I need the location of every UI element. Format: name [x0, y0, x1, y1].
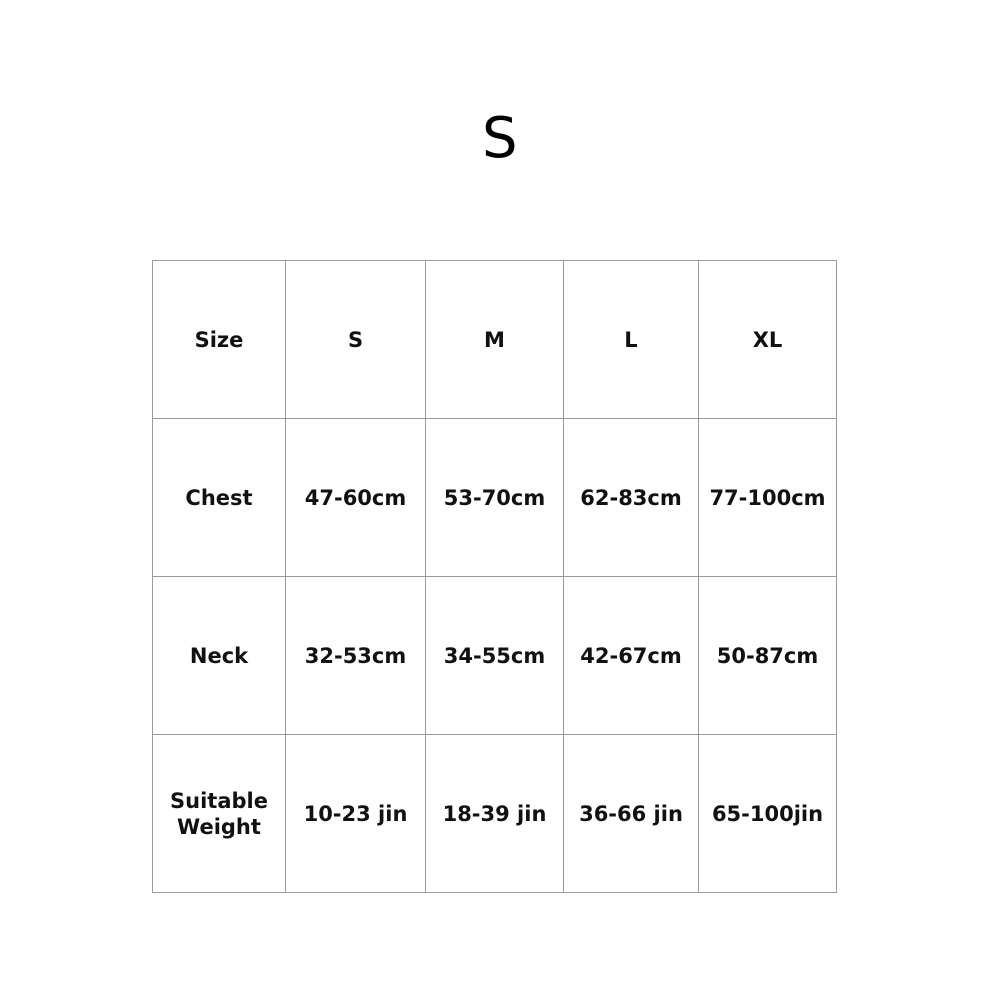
cell-neck-m: 34-55cm [426, 577, 564, 735]
column-header-xl: XL [699, 261, 837, 419]
cell-chest-s: 47-60cm [286, 419, 426, 577]
column-header-m: M [426, 261, 564, 419]
column-header-s: S [286, 261, 426, 419]
column-header-l: L [564, 261, 699, 419]
row-header-line-1: Suitable [170, 788, 268, 813]
row-header-suitable-weight [153, 735, 286, 893]
cell-weight-s: 10-23 jin [286, 735, 426, 893]
table-header-row [153, 261, 837, 419]
cell-weight-l: 36-66 jin [564, 735, 699, 893]
cell-neck-s: 32-53cm [286, 577, 426, 735]
cell-weight-xl: 65-100jin [699, 735, 837, 893]
table-row [153, 577, 837, 735]
size-chart-container [152, 260, 836, 892]
row-header-chest: Chest [153, 419, 286, 577]
row-header-line-2: Weight [177, 814, 261, 839]
page-title: S [481, 106, 519, 171]
cell-chest-l: 62-83cm [564, 419, 699, 577]
cell-chest-m: 53-70cm [426, 419, 564, 577]
row-header-neck: Neck [153, 577, 286, 735]
table-row [153, 735, 837, 893]
cell-neck-l: 42-67cm [564, 577, 699, 735]
size-chart-table [152, 260, 837, 893]
column-header-size: Size [153, 261, 286, 419]
table-row [153, 419, 837, 577]
cell-neck-xl: 50-87cm [699, 577, 837, 735]
cell-chest-xl: 77-100cm [699, 419, 837, 577]
cell-weight-m: 18-39 jin [426, 735, 564, 893]
